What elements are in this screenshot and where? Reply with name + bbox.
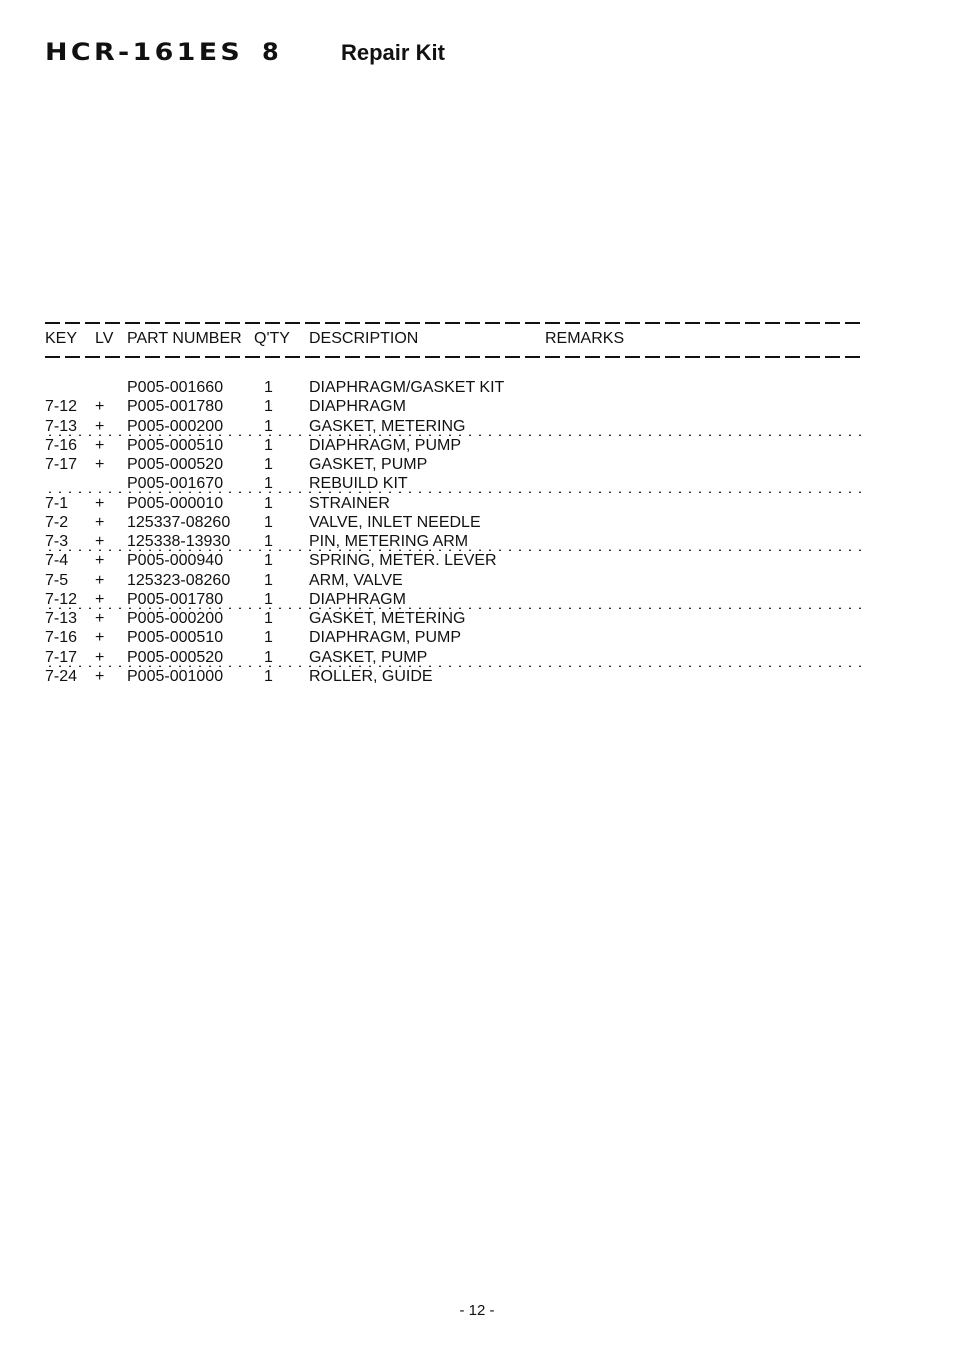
part-description: ROLLER, GUIDE xyxy=(309,668,433,685)
part-number: P005-000520 xyxy=(127,649,224,666)
part-level: + xyxy=(95,591,105,608)
part-key: 7-13 xyxy=(45,610,78,627)
part-qty: 1 xyxy=(264,668,273,685)
part-number: P005-001780 xyxy=(127,398,224,415)
part-number: P005-001670 xyxy=(127,475,224,492)
part-number: P005-001000 xyxy=(127,668,224,685)
part-description: STRAINER xyxy=(309,495,390,512)
part-qty: 1 xyxy=(264,398,273,415)
part-key: 7-5 xyxy=(45,572,69,589)
part-qty: 1 xyxy=(264,649,273,666)
part-number: 125337-08260 xyxy=(127,514,231,531)
part-description: DIAPHRAGM xyxy=(309,398,406,415)
part-qty: 1 xyxy=(264,591,273,608)
part-key: 7-13 xyxy=(45,418,78,435)
part-level: + xyxy=(95,418,105,435)
part-qty: 1 xyxy=(264,629,273,646)
column-header-qty: Q'TY xyxy=(254,330,290,347)
column-header-description: DESCRIPTION xyxy=(309,330,419,347)
part-number: P005-000510 xyxy=(127,437,224,454)
part-description: DIAPHRAGM, PUMP xyxy=(309,437,462,454)
section-number: 8 xyxy=(262,38,279,66)
table-row xyxy=(45,571,863,590)
table-row xyxy=(45,513,863,532)
part-description: SPRING, METER. LEVER xyxy=(309,552,497,569)
part-description: GASKET, METERING xyxy=(309,418,466,435)
part-description: ARM, VALVE xyxy=(309,572,403,589)
part-level: + xyxy=(95,610,105,627)
table-row xyxy=(45,397,863,416)
table-row xyxy=(45,378,863,397)
part-level: + xyxy=(95,668,105,685)
table-row xyxy=(45,551,863,570)
section-title: Repair Kit xyxy=(341,40,445,65)
part-key: 7-1 xyxy=(45,495,69,512)
part-key: 7-24 xyxy=(45,668,78,685)
part-number: P005-000010 xyxy=(127,495,224,512)
table-row xyxy=(45,667,863,686)
part-qty: 1 xyxy=(264,533,273,550)
part-number: P005-001660 xyxy=(127,379,224,396)
part-key: 7-3 xyxy=(45,533,69,550)
part-description: GASKET, PUMP xyxy=(309,649,428,666)
part-level: + xyxy=(95,514,105,531)
table-row xyxy=(45,417,863,436)
table-row xyxy=(45,474,863,493)
part-level: + xyxy=(95,456,105,473)
table-header-row xyxy=(45,329,863,348)
part-level: + xyxy=(95,533,105,550)
table-row xyxy=(45,455,863,474)
part-level: + xyxy=(95,572,105,589)
part-qty: 1 xyxy=(264,418,273,435)
part-qty: 1 xyxy=(264,475,273,492)
table-row xyxy=(45,628,863,647)
part-qty: 1 xyxy=(264,495,273,512)
page-number: - 12 - xyxy=(459,1302,495,1319)
part-qty: 1 xyxy=(264,379,273,396)
part-description: DIAPHRAGM, PUMP xyxy=(309,629,462,646)
part-key: 7-17 xyxy=(45,649,78,666)
part-level: + xyxy=(95,437,105,454)
part-key: 7-12 xyxy=(45,398,78,415)
table-row xyxy=(45,532,863,551)
table-row xyxy=(45,609,863,628)
part-number: P005-000510 xyxy=(127,629,224,646)
part-key: 7-16 xyxy=(45,629,78,646)
part-qty: 1 xyxy=(264,514,273,531)
part-qty: 1 xyxy=(264,552,273,569)
table-row xyxy=(45,436,863,455)
part-key: 7-4 xyxy=(45,552,69,569)
part-description: PIN, METERING ARM xyxy=(309,533,469,550)
part-level: + xyxy=(95,552,105,569)
table-row xyxy=(45,494,863,513)
part-description: GASKET, PUMP xyxy=(309,456,428,473)
part-number: 125323-08260 xyxy=(127,572,231,589)
part-qty: 1 xyxy=(264,456,273,473)
part-level: + xyxy=(95,495,105,512)
part-level: + xyxy=(95,629,105,646)
column-header-part-number: PART NUMBER xyxy=(127,330,242,347)
part-description: REBUILD KIT xyxy=(309,475,408,492)
part-number: P005-000200 xyxy=(127,610,224,627)
column-header-key: KEY xyxy=(45,330,78,347)
model-name: HCR-161ES xyxy=(45,38,244,66)
part-qty: 1 xyxy=(264,437,273,454)
part-number: P005-000520 xyxy=(127,456,224,473)
part-number: P005-001780 xyxy=(127,591,224,608)
part-qty: 1 xyxy=(264,572,273,589)
part-level: + xyxy=(95,649,105,666)
part-description: DIAPHRAGM xyxy=(309,591,406,608)
part-number: 125338-13930 xyxy=(127,533,231,550)
part-number: P005-000940 xyxy=(127,552,224,569)
table-row xyxy=(45,648,863,667)
part-key: 7-16 xyxy=(45,437,78,454)
table-header-rule xyxy=(45,356,863,358)
column-header-remarks: REMARKS xyxy=(545,330,625,347)
part-level: + xyxy=(95,398,105,415)
column-header-lv: LV xyxy=(95,330,114,347)
part-key: 7-2 xyxy=(45,514,69,531)
part-description: GASKET, METERING xyxy=(309,610,466,627)
part-number: P005-000200 xyxy=(127,418,224,435)
part-qty: 1 xyxy=(264,610,273,627)
part-key: 7-17 xyxy=(45,456,78,473)
part-description: DIAPHRAGM/GASKET KIT xyxy=(309,379,505,396)
part-key: 7-12 xyxy=(45,591,78,608)
part-description: VALVE, INLET NEEDLE xyxy=(309,514,481,531)
table-top-rule xyxy=(45,322,863,324)
table-row xyxy=(45,590,863,609)
